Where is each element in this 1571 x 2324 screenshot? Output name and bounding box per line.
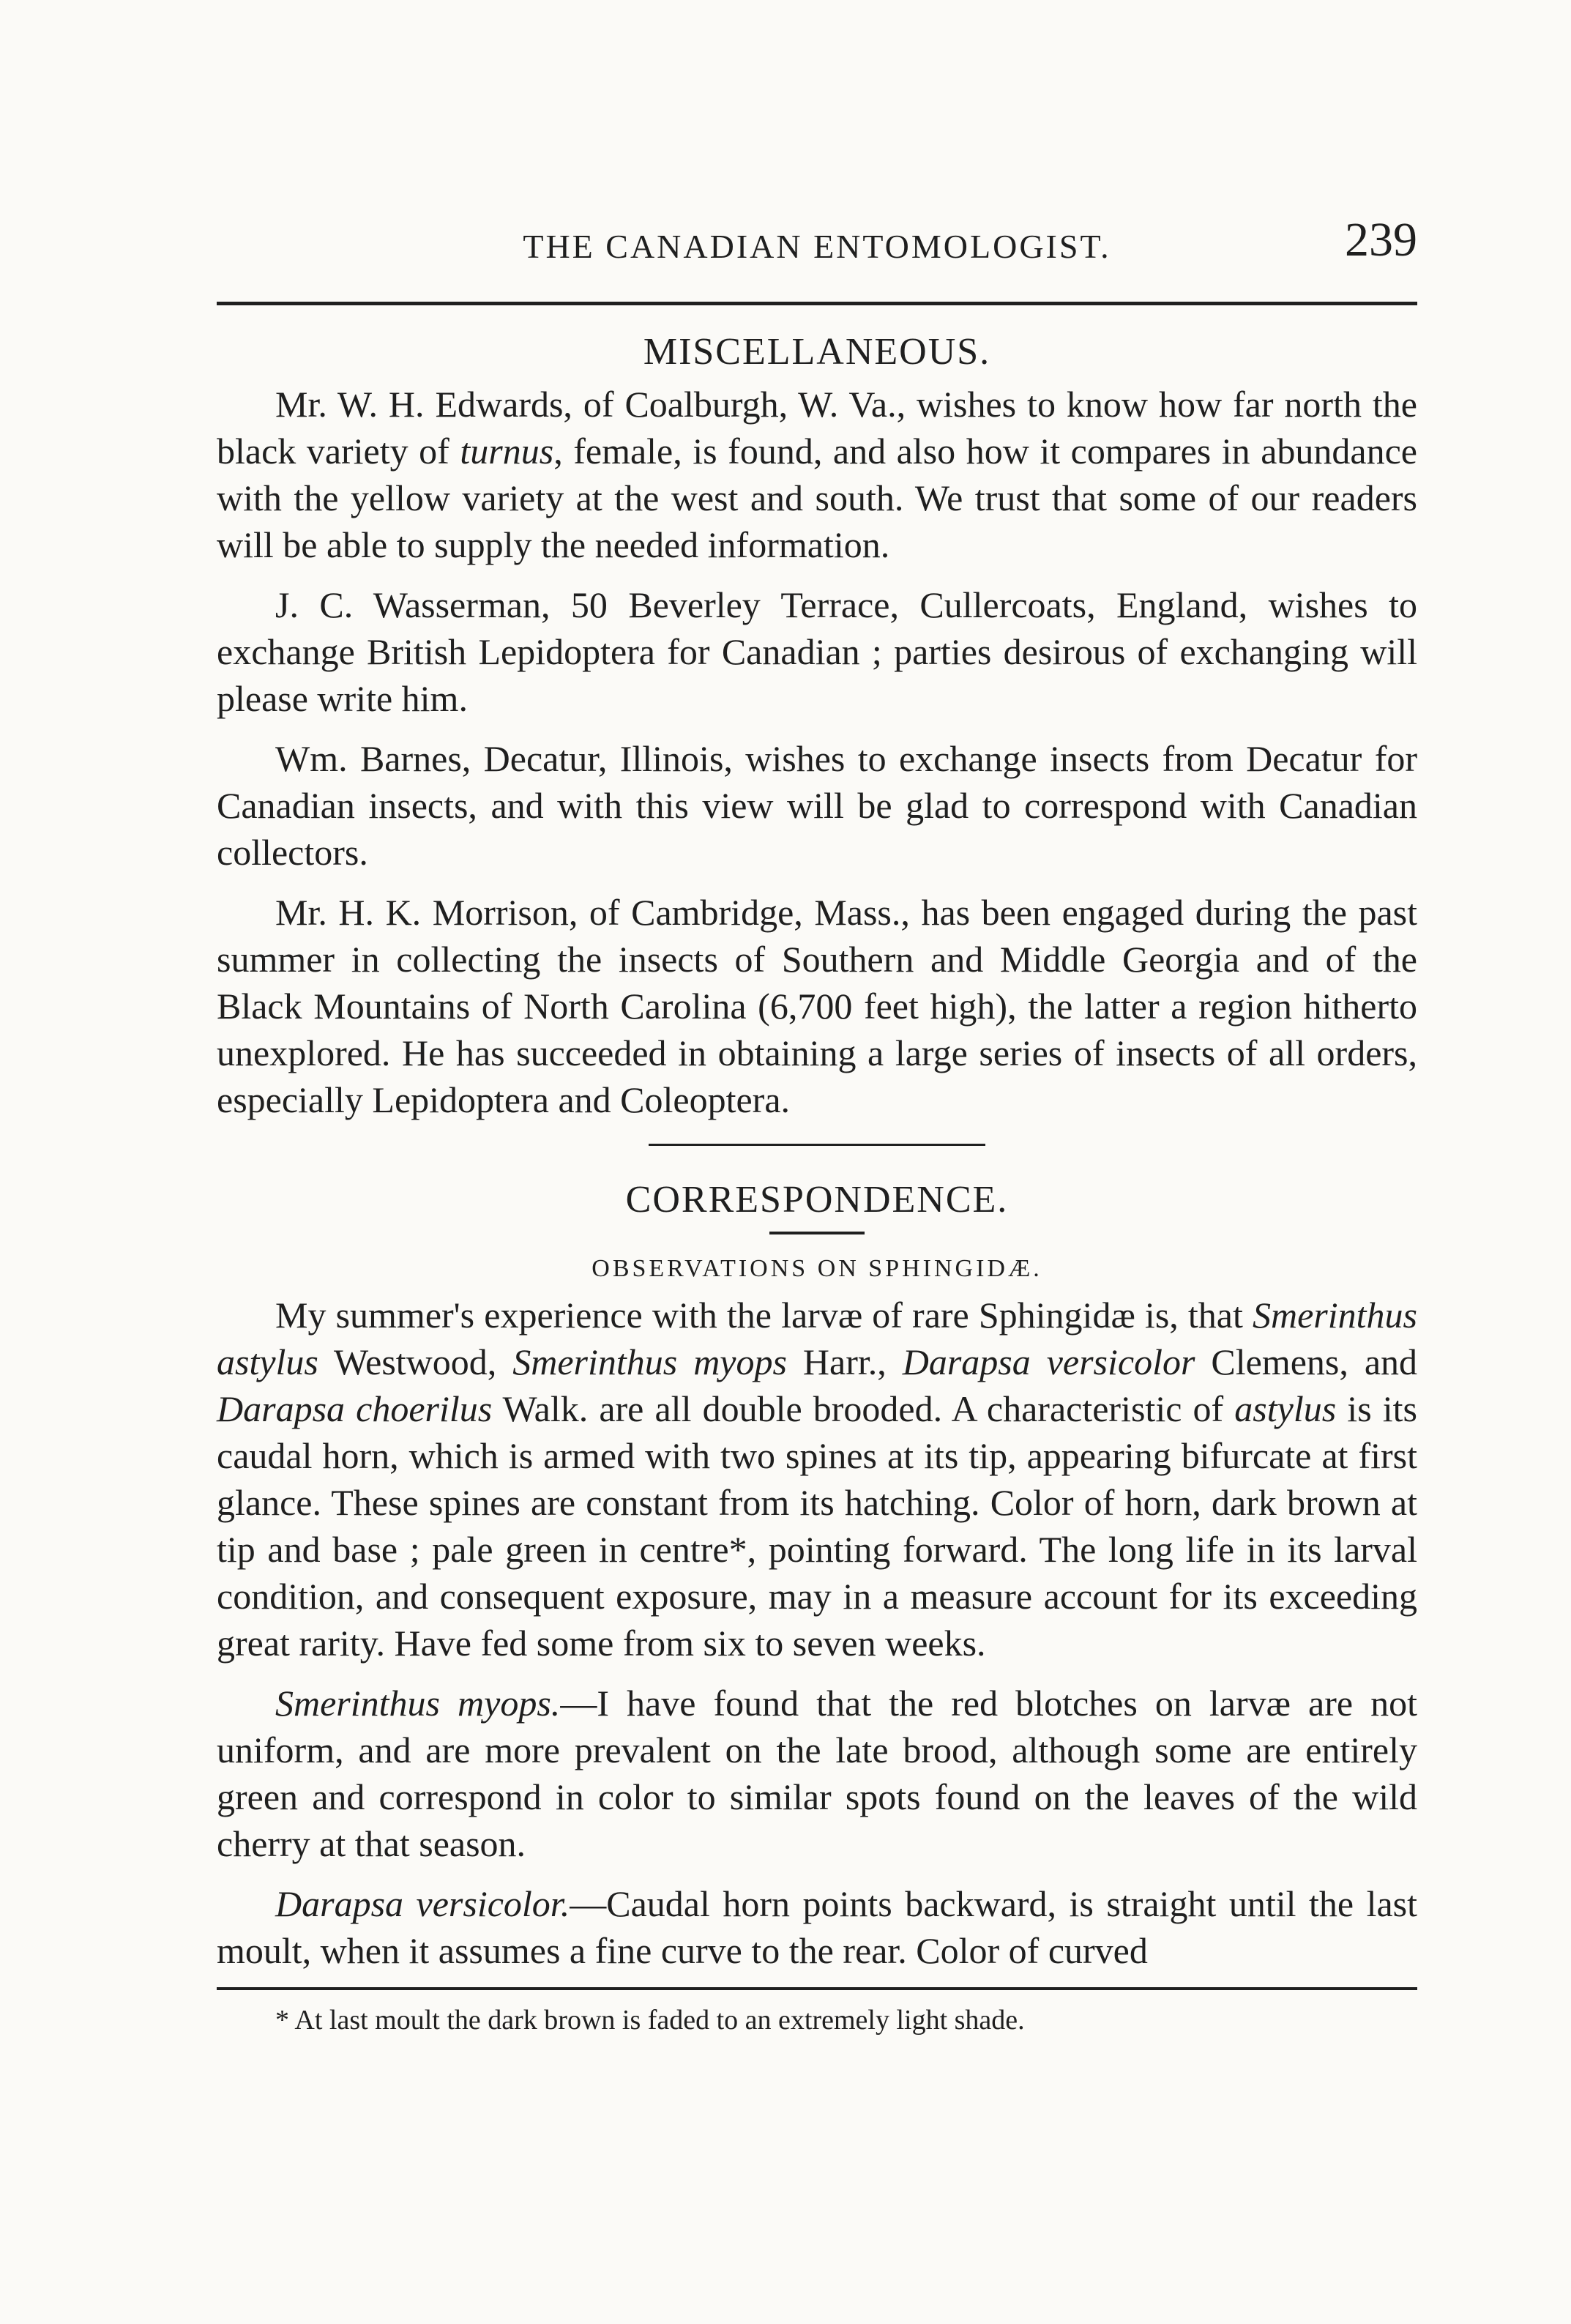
- species-name: Smerinthus astylus: [217, 1295, 1417, 1382]
- species-name: Smerinthus myops.: [275, 1683, 561, 1724]
- heading-divider: [769, 1232, 865, 1234]
- paragraph-summer-experience: My summer's experience with the larvæ of rare Sphingidæ is, that Smerinthus astylus Westwood, Smerinthus myops Harr., Darapsa versicolor Clemens, and Darapsa choerilus Walk. are all double brooded. A characteristic of astylus is its caudal horn, which is armed with two spines at its tip, appearing bifurcate at first glance. These spines are constant from its hatching. Color of horn, dark brown at tip and base ; pale green in centre*, pointing forward. The long life in its larval condition, and consequent exposure, may in a measure account for its exceeding great rarity. Have fed some from six to seven weeks.: [217, 1295, 1418, 1664]
- species-name: astylus: [1234, 1388, 1337, 1429]
- paragraph-morrison: Mr. H. K. Morrison, of Cambridge, Mass., has been engaged during the past summer in collecting the insects of Southern and Middle Georgia and of the Black Mountains of North Carolina (6,700 feet high), the latter a region hitherto unexplored. He has succeeded in obtaining a large series of insects of all orders, especially Lepidoptera and Coleoptera.: [217, 892, 1417, 1120]
- paragraph-myops: Smerinthus myops.—I have found that the red blotches on larvæ are not uniform, and are more prevalent on the late brood, although some are entirely green and correspond in color to similar spots found on the leaves of the wild cherry at that season.: [217, 1683, 1417, 1864]
- paragraph-wasserman: J. C. Wasserman, 50 Beverley Terrace, Cullercoats, England, wishes to exchange British Lepidoptera for Canadian ; parties desirous of exchanging will please write him.: [217, 584, 1417, 719]
- miscellaneous-heading: MISCELLANEOUS.: [643, 331, 991, 373]
- page-number: 239: [1345, 213, 1417, 267]
- correspondence-heading: CORRESPONDENCE.: [625, 1179, 1009, 1221]
- species-name: Darapsa versicolor: [902, 1341, 1195, 1382]
- article-subheading: OBSERVATIONS ON SPHINGIDÆ.: [592, 1255, 1042, 1282]
- species-name: Smerinthus myops: [512, 1341, 787, 1382]
- paragraph-edwards: Mr. W. H. Edwards, of Coalburgh, W. Va., wishes to know how far north the black variety of turnus, female, is found, and also how it compares in abundance with the yellow variety at the west and south. We trust that some of our readers will be able to supply the needed information.: [217, 384, 1417, 565]
- header-rule: [217, 302, 1417, 305]
- section-divider: [649, 1144, 985, 1146]
- journal-title: THE CANADIAN ENTOMOLOGIST.: [523, 228, 1111, 265]
- running-head: [217, 212, 1417, 278]
- species-name: Darapsa versicolor.: [275, 1883, 570, 1924]
- paragraph-barnes: Wm. Barnes, Decatur, Illinois, wishes to exchange insects from Decatur for Canadian insects, and with this view will be glad to correspond with Canadian collectors.: [217, 738, 1417, 873]
- footnote-rule: [217, 1987, 1417, 1990]
- page-body: [217, 212, 1417, 2038]
- footnote: * At last moult the dark brown is faded to an extremely light shade.: [275, 2005, 1025, 2036]
- paragraph-versicolor: Darapsa versicolor.—Caudal horn points backward, is straight until the last moult, when it assumes a fine curve to the rear. Color of curved: [217, 1883, 1418, 1971]
- species-name: Darapsa choerilus: [217, 1388, 493, 1429]
- species-name: turnus: [460, 431, 554, 472]
